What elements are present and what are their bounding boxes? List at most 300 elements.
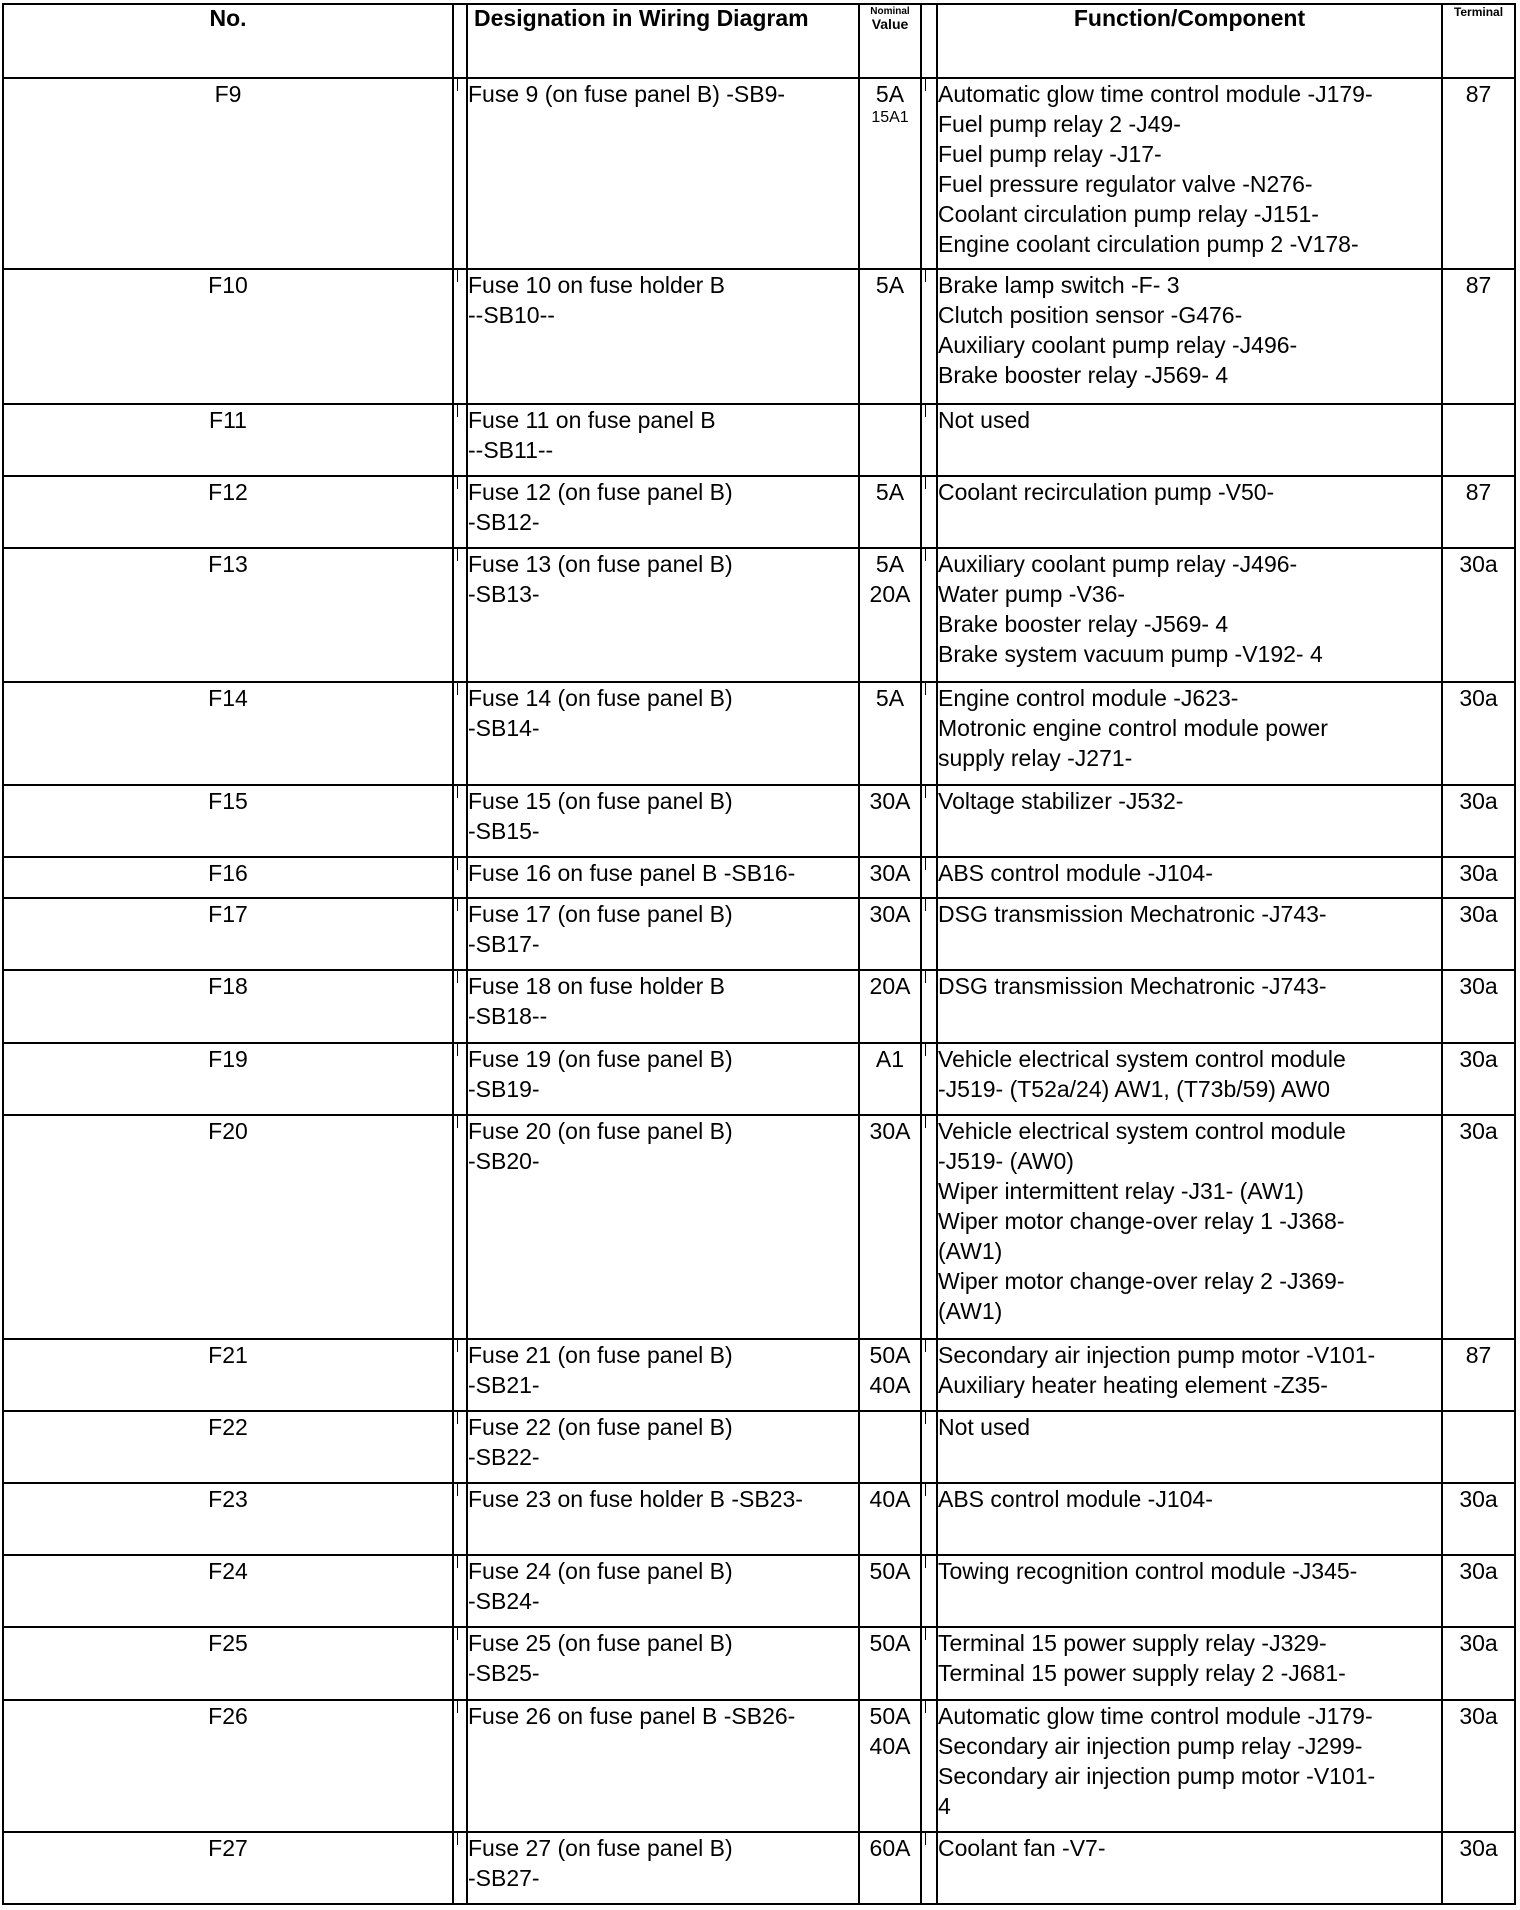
- function-cell: [937, 476, 1442, 548]
- nominal-value-cell: [859, 1115, 921, 1339]
- tick-mark: [457, 270, 458, 282]
- column-spacer: [453, 1483, 467, 1555]
- designation-line: -SB15-: [468, 818, 540, 845]
- header-no: No.: [3, 4, 453, 78]
- table-row: [3, 898, 1515, 970]
- designation-cell: [467, 1043, 859, 1115]
- function-line: Coolant recirculation pump -V50-: [938, 478, 1275, 505]
- designation-line: Fuse 24 (on fuse panel B): [468, 1558, 733, 1585]
- terminal-cell: 87: [1442, 1339, 1515, 1411]
- nominal-value-cell: [859, 1339, 921, 1411]
- table-row: [3, 1043, 1515, 1115]
- designation-line: Fuse 10 on fuse holder B: [468, 272, 725, 299]
- column-spacer: [921, 269, 937, 403]
- function-line: Brake system vacuum pump -V192- 4: [938, 640, 1323, 667]
- designation-line: Fuse 21 (on fuse panel B): [468, 1341, 733, 1368]
- designation-line: --SB11--: [468, 436, 554, 463]
- tick-mark: [925, 1833, 926, 1845]
- nominal-value-cell: [859, 78, 921, 269]
- header-terminal: Terminal: [1442, 4, 1515, 78]
- table-row: [3, 857, 1515, 898]
- designation-cell: [467, 1700, 859, 1832]
- fuse-number: F13: [3, 548, 453, 682]
- function-line: Engine coolant circulation pump 2 -V178-: [938, 231, 1359, 257]
- function-cell: [937, 1700, 1442, 1832]
- designation-line: Fuse 27 (on fuse panel B): [468, 1834, 733, 1861]
- column-spacer: [453, 548, 467, 682]
- function-cell: [937, 1043, 1442, 1115]
- designation-cell: [467, 548, 859, 682]
- nominal-value-cell: [859, 857, 921, 898]
- fuse-number: F10: [3, 269, 453, 403]
- function-line: DSG transmission Mechatronic -J743-: [938, 901, 1327, 928]
- nominal-value: 30A: [869, 901, 911, 928]
- designation-line: -SB25-: [468, 1660, 540, 1687]
- terminal-cell: 30a: [1442, 1832, 1515, 1904]
- header-value-label: Value: [871, 16, 909, 32]
- function-cell: [937, 1832, 1442, 1904]
- tick-mark: [457, 1116, 458, 1128]
- designation-line: Fuse 15 (on fuse panel B): [468, 788, 733, 815]
- column-spacer: [921, 78, 937, 269]
- function-cell: [937, 1339, 1442, 1411]
- column-spacer: [453, 898, 467, 970]
- terminal-cell: 30a: [1442, 1483, 1515, 1555]
- nominal-value-cell: [859, 404, 921, 476]
- fuse-number: F15: [3, 785, 453, 857]
- nominal-value: 40A: [869, 1371, 911, 1398]
- fuse-table: [2, 3, 1516, 1905]
- tick-mark: [457, 1556, 458, 1568]
- terminal-cell: 30a: [1442, 1115, 1515, 1339]
- nominal-value: 5A: [875, 478, 905, 505]
- function-line: Terminal 15 power supply relay -J329-: [938, 1630, 1327, 1657]
- tick-mark: [457, 899, 458, 911]
- designation-line: --SB10--: [468, 302, 555, 329]
- function-line: 4: [938, 1792, 951, 1819]
- table-row: [3, 1483, 1515, 1555]
- column-spacer: [453, 785, 467, 857]
- designation-cell: [467, 1483, 859, 1555]
- tick-mark: [925, 971, 926, 983]
- function-line: Auxiliary heater heating element -Z35-: [938, 1371, 1328, 1398]
- fuse-number: F27: [3, 1832, 453, 1904]
- function-line: Coolant fan -V7-: [938, 1834, 1106, 1861]
- function-line: Vehicle electrical system control module: [938, 1045, 1346, 1072]
- nominal-value-cell: [859, 476, 921, 548]
- function-line: Vehicle electrical system control module: [938, 1117, 1346, 1144]
- function-line: Wiper intermittent relay -J31- (AW1): [938, 1177, 1304, 1204]
- designation-line: -SB24-: [468, 1588, 540, 1615]
- tick-mark: [925, 270, 926, 282]
- designation-cell: [467, 78, 859, 269]
- designation-line: Fuse 26 on fuse panel B -SB26-: [468, 1702, 796, 1729]
- header-row: [3, 4, 1515, 78]
- terminal-cell: 30a: [1442, 1043, 1515, 1115]
- designation-cell: [467, 785, 859, 857]
- function-line: -J519- (AW0): [938, 1147, 1074, 1174]
- table-row: [3, 404, 1515, 476]
- nominal-value-cell: [859, 898, 921, 970]
- table-row: [3, 1339, 1515, 1411]
- nominal-value-cell: [859, 269, 921, 403]
- column-spacer: [453, 1700, 467, 1832]
- designation-line: Fuse 25 (on fuse panel B): [468, 1630, 733, 1657]
- function-line: Auxiliary coolant pump relay -J496-: [938, 550, 1298, 577]
- nominal-value: 20A: [869, 973, 911, 1000]
- tick-mark: [457, 1833, 458, 1845]
- column-spacer: [453, 78, 467, 269]
- tick-mark: [457, 405, 458, 417]
- tick-mark: [457, 971, 458, 983]
- tick-mark: [925, 1556, 926, 1568]
- function-cell: [937, 1555, 1442, 1627]
- table-row: [3, 548, 1515, 682]
- table-row: [3, 785, 1515, 857]
- designation-line: Fuse 14 (on fuse panel B): [468, 684, 733, 711]
- tick-mark: [925, 1044, 926, 1056]
- nominal-value: A1: [875, 1045, 905, 1072]
- column-spacer: [453, 1411, 467, 1483]
- tick-mark: [925, 899, 926, 911]
- designation-cell: [467, 682, 859, 785]
- function-line: (AW1): [938, 1297, 1003, 1324]
- nominal-value: 50A: [869, 1558, 911, 1585]
- function-line: Voltage stabilizer -J532-: [938, 788, 1184, 815]
- terminal-cell: 87: [1442, 269, 1515, 403]
- function-line: Towing recognition control module -J345-: [938, 1558, 1358, 1585]
- designation-line: Fuse 17 (on fuse panel B): [468, 901, 733, 928]
- fuse-number: F25: [3, 1627, 453, 1699]
- column-spacer: [453, 1832, 467, 1904]
- column-spacer: [453, 269, 467, 403]
- designation-cell: [467, 404, 859, 476]
- designation-line: -SB13-: [468, 580, 540, 607]
- column-spacer: [453, 1115, 467, 1339]
- column-spacer: [921, 1555, 937, 1627]
- column-spacer: [921, 404, 937, 476]
- header-nominal-value: [859, 4, 921, 78]
- fuse-number: F9: [3, 78, 453, 269]
- tick-mark: [925, 1701, 926, 1713]
- function-cell: [937, 269, 1442, 403]
- designation-cell: [467, 269, 859, 403]
- column-spacer: [921, 548, 937, 682]
- function-cell: [937, 1115, 1442, 1339]
- function-line: ABS control module -J104-: [938, 1486, 1213, 1513]
- function-line: ABS control module -J104-: [938, 860, 1213, 887]
- designation-cell: [467, 476, 859, 548]
- nominal-value: 50A: [869, 1630, 911, 1657]
- terminal-cell: 30a: [1442, 682, 1515, 785]
- designation-line: -SB20-: [468, 1147, 540, 1174]
- column-spacer: [453, 1555, 467, 1627]
- column-spacer: [921, 898, 937, 970]
- nominal-value-cell: [859, 682, 921, 785]
- tick-mark: [457, 549, 458, 561]
- terminal-cell: 87: [1442, 476, 1515, 548]
- function-cell: [937, 970, 1442, 1042]
- column-spacer: [921, 1411, 937, 1483]
- nominal-value: 5A: [875, 684, 905, 711]
- tick-mark: [925, 786, 926, 798]
- nominal-value-cell: [859, 1700, 921, 1832]
- designation-line: -SB14-: [468, 714, 540, 741]
- table-row: [3, 1700, 1515, 1832]
- nominal-value: 5A: [875, 272, 905, 299]
- fuse-number: F20: [3, 1115, 453, 1339]
- function-cell: [937, 857, 1442, 898]
- function-line: Secondary air injection pump relay -J299-: [938, 1732, 1363, 1759]
- fuse-number: F22: [3, 1411, 453, 1483]
- column-spacer: [453, 1043, 467, 1115]
- designation-cell: [467, 1115, 859, 1339]
- function-cell: [937, 1411, 1442, 1483]
- terminal-cell: 30a: [1442, 970, 1515, 1042]
- nominal-value-cell: [859, 970, 921, 1042]
- designation-line: Fuse 16 on fuse panel B -SB16-: [468, 860, 796, 887]
- column-spacer: [921, 476, 937, 548]
- tick-mark: [457, 79, 458, 91]
- terminal-cell: [1442, 404, 1515, 476]
- designation-line: -SB12-: [468, 508, 540, 535]
- tick-mark: [457, 1628, 458, 1640]
- fuse-number: F26: [3, 1700, 453, 1832]
- designation-line: -SB18--: [468, 1003, 548, 1030]
- tick-mark: [925, 1628, 926, 1640]
- column-spacer: [453, 404, 467, 476]
- function-line: Coolant circulation pump relay -J151-: [938, 201, 1319, 227]
- function-cell: [937, 404, 1442, 476]
- designation-cell: [467, 1832, 859, 1904]
- column-spacer: [921, 1700, 937, 1832]
- column-spacer: [921, 1339, 937, 1411]
- column-spacer: [453, 476, 467, 548]
- header-spacer: [453, 4, 467, 78]
- nominal-value: 5A: [875, 550, 905, 577]
- tick-mark: [457, 1340, 458, 1352]
- nominal-value: 40A: [869, 1486, 911, 1513]
- nominal-value: 20A: [869, 580, 911, 607]
- function-cell: [937, 785, 1442, 857]
- terminal-cell: [1442, 1411, 1515, 1483]
- designation-line: Fuse 13 (on fuse panel B): [468, 550, 733, 577]
- fuse-number: F24: [3, 1555, 453, 1627]
- function-line: Fuel pressure regulator valve -N276-: [938, 171, 1313, 197]
- function-line: Brake booster relay -J569- 4: [938, 610, 1229, 637]
- tick-mark: [457, 1484, 458, 1496]
- designation-line: -SB19-: [468, 1075, 540, 1102]
- function-line: Automatic glow time control module -J179-: [938, 1702, 1373, 1729]
- designation-line: -SB27-: [468, 1864, 540, 1891]
- table-row: [3, 682, 1515, 785]
- function-cell: [937, 1483, 1442, 1555]
- tick-mark: [925, 1116, 926, 1128]
- tick-mark: [925, 405, 926, 417]
- column-spacer: [921, 970, 937, 1042]
- terminal-cell: 30a: [1442, 898, 1515, 970]
- terminal-cell: 30a: [1442, 785, 1515, 857]
- designation-line: -SB22-: [468, 1444, 540, 1471]
- function-line: Not used: [938, 1414, 1031, 1441]
- nominal-value-cell: [859, 1411, 921, 1483]
- nominal-value-cell: [859, 548, 921, 682]
- fuse-number: F12: [3, 476, 453, 548]
- designation-line: Fuse 18 on fuse holder B: [468, 973, 725, 1000]
- tick-mark: [925, 477, 926, 489]
- tick-mark: [457, 1412, 458, 1424]
- nominal-value: 30A: [869, 788, 911, 815]
- tick-mark: [925, 549, 926, 561]
- function-line: (AW1): [938, 1237, 1003, 1264]
- designation-cell: [467, 970, 859, 1042]
- function-cell: [937, 898, 1442, 970]
- table-row: [3, 269, 1515, 403]
- column-spacer: [921, 1627, 937, 1699]
- tick-mark: [925, 683, 926, 695]
- column-spacer: [921, 1043, 937, 1115]
- fuse-number: F11: [3, 404, 453, 476]
- header-spacer: [921, 4, 937, 78]
- terminal-cell: 30a: [1442, 548, 1515, 682]
- header-designation: Designation in Wiring Diagram: [467, 4, 859, 78]
- column-spacer: [921, 682, 937, 785]
- designation-cell: [467, 857, 859, 898]
- nominal-value: 30A: [869, 1117, 911, 1144]
- table-row: [3, 476, 1515, 548]
- nominal-value-cell: [859, 785, 921, 857]
- tick-mark: [925, 1484, 926, 1496]
- function-line: Secondary air injection pump motor -V101-: [938, 1341, 1376, 1368]
- function-line: Brake lamp switch -F- 3: [938, 272, 1180, 299]
- function-cell: [937, 548, 1442, 682]
- function-line: supply relay -J271-: [938, 744, 1133, 771]
- terminal-cell: 87: [1442, 78, 1515, 269]
- function-line: -J519- (T52a/24) AW1, (T73b/59) AW0: [938, 1075, 1331, 1102]
- column-spacer: [453, 857, 467, 898]
- fuse-number: F18: [3, 970, 453, 1042]
- function-line: Not used: [938, 406, 1031, 433]
- function-line: Automatic glow time control module -J179-: [938, 81, 1373, 107]
- fuse-number: F21: [3, 1339, 453, 1411]
- tick-mark: [925, 1412, 926, 1424]
- column-spacer: [453, 970, 467, 1042]
- function-line: Brake booster relay -J569- 4: [938, 362, 1229, 389]
- tick-mark: [925, 1340, 926, 1352]
- tick-mark: [457, 786, 458, 798]
- function-line: Secondary air injection pump motor -V101-: [938, 1762, 1376, 1789]
- function-line: Terminal 15 power supply relay 2 -J681-: [938, 1660, 1346, 1687]
- designation-line: Fuse 12 (on fuse panel B): [468, 478, 733, 505]
- column-spacer: [453, 682, 467, 785]
- function-line: Clutch position sensor -G476-: [938, 302, 1243, 329]
- function-line: Water pump -V36-: [938, 580, 1126, 607]
- tick-mark: [925, 79, 926, 91]
- designation-cell: [467, 1411, 859, 1483]
- tick-mark: [925, 858, 926, 870]
- terminal-cell: 30a: [1442, 1555, 1515, 1627]
- column-spacer: [921, 857, 937, 898]
- fuse-number: F17: [3, 898, 453, 970]
- fuse-number: F14: [3, 682, 453, 785]
- nominal-value-cell: [859, 1555, 921, 1627]
- column-spacer: [921, 1832, 937, 1904]
- nominal-value-cell: [859, 1043, 921, 1115]
- designation-line: Fuse 23 on fuse holder B -SB23-: [468, 1486, 803, 1513]
- designation-cell: [467, 1555, 859, 1627]
- function-cell: [937, 1627, 1442, 1699]
- function-cell: [937, 682, 1442, 785]
- column-spacer: [921, 785, 937, 857]
- tick-mark: [457, 858, 458, 870]
- table-row: [3, 970, 1515, 1042]
- function-line: Auxiliary coolant pump relay -J496-: [938, 332, 1298, 359]
- function-line: DSG transmission Mechatronic -J743-: [938, 973, 1327, 1000]
- header-nominal-label: Nominal: [870, 6, 910, 17]
- terminal-cell: 30a: [1442, 1627, 1515, 1699]
- column-spacer: [453, 1339, 467, 1411]
- nominal-value: 60A: [869, 1834, 911, 1861]
- table-row: [3, 1115, 1515, 1339]
- designation-cell: [467, 1627, 859, 1699]
- nominal-value-cell: [859, 1832, 921, 1904]
- function-line: Wiper motor change-over relay 1 -J368-: [938, 1207, 1345, 1234]
- function-line: Fuel pump relay 2 -J49-: [938, 111, 1181, 137]
- header-function: Function/Component: [937, 4, 1442, 78]
- table-row: [3, 1832, 1515, 1904]
- fuse-number: F16: [3, 857, 453, 898]
- fuse-number: F23: [3, 1483, 453, 1555]
- designation-line: -SB21-: [468, 1371, 540, 1398]
- nominal-value-cell: [859, 1627, 921, 1699]
- table-row: [3, 1555, 1515, 1627]
- column-spacer: [921, 1115, 937, 1339]
- tick-mark: [457, 1701, 458, 1713]
- designation-line: Fuse 22 (on fuse panel B): [468, 1414, 733, 1441]
- designation-line: Fuse 11 on fuse panel B: [468, 406, 716, 433]
- function-line: Motronic engine control module power: [938, 714, 1328, 741]
- nominal-value: 30A: [869, 860, 911, 887]
- function-line: Fuel pump relay -J17-: [938, 141, 1162, 167]
- terminal-cell: 30a: [1442, 1700, 1515, 1832]
- tick-mark: [457, 683, 458, 695]
- function-cell: [937, 78, 1442, 269]
- designation-cell: [467, 1339, 859, 1411]
- nominal-value-cell: [859, 1483, 921, 1555]
- designation-line: -SB17-: [468, 931, 540, 958]
- designation-line: Fuse 20 (on fuse panel B): [468, 1117, 733, 1144]
- fuse-number: F19: [3, 1043, 453, 1115]
- table-row: [3, 78, 1515, 269]
- column-spacer: [921, 1483, 937, 1555]
- nominal-value: 5A: [875, 81, 905, 107]
- nominal-value: 50A: [869, 1341, 911, 1368]
- function-line: Wiper motor change-over relay 2 -J369-: [938, 1267, 1345, 1294]
- tick-mark: [457, 477, 458, 489]
- designation-line: Fuse 19 (on fuse panel B): [468, 1045, 733, 1072]
- function-line: Engine control module -J623-: [938, 684, 1239, 711]
- table-row: [3, 1627, 1515, 1699]
- column-spacer: [453, 1627, 467, 1699]
- table-row: [3, 1411, 1515, 1483]
- designation-line: Fuse 9 (on fuse panel B) -SB9-: [468, 81, 786, 107]
- terminal-cell: 30a: [1442, 857, 1515, 898]
- nominal-value: 50A: [869, 1702, 911, 1729]
- tick-mark: [457, 1044, 458, 1056]
- nominal-value: 40A: [869, 1732, 911, 1759]
- designation-cell: [467, 898, 859, 970]
- nominal-value: 15A1: [871, 109, 909, 126]
